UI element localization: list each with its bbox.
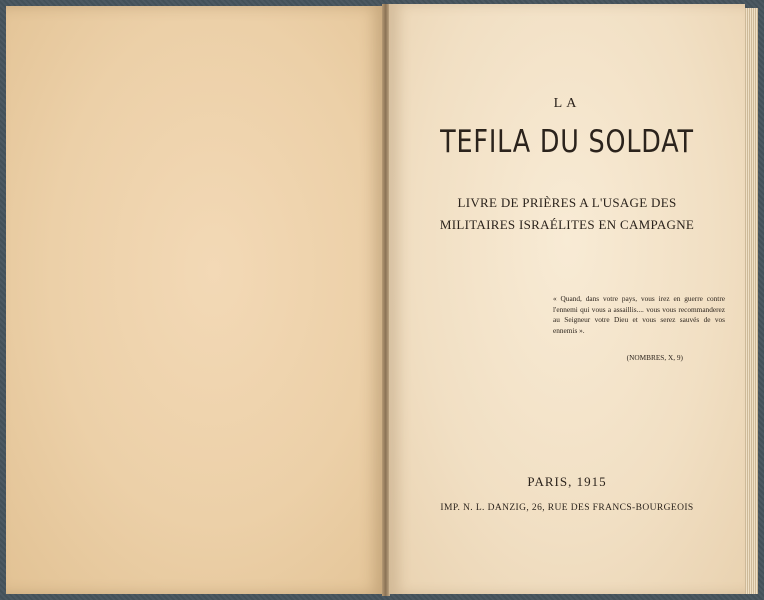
subtitle-line-1: LIVRE DE PRIÈRES A L'USAGE DES: [457, 195, 677, 210]
book-title: TEFILA DU SOLDAT: [440, 124, 694, 160]
epigraph-source: (NOMBRES, X, 9): [626, 353, 683, 362]
publication-place-year: PARIS, 1915: [527, 474, 607, 489]
epigraph-quote: « Quand, dans votre pays, vous irez en guerre contre l'ennemi qui vous a assaillis.... vous vous recommanderez au Seigneur votre Dieu et vous serez sauvés de vos ennemis ».: [553, 294, 725, 335]
left-blank-page: [6, 6, 384, 594]
printer-imprint: IMP. N. L. DANZIG, 26, RUE DES FRANCS-BOURGEOIS: [440, 503, 694, 513]
title-page: [389, 4, 745, 594]
subtitle-line-2: MILITAIRES ISRAÉLITES EN CAMPAGNE: [439, 217, 695, 232]
title-article: LA: [553, 96, 581, 111]
